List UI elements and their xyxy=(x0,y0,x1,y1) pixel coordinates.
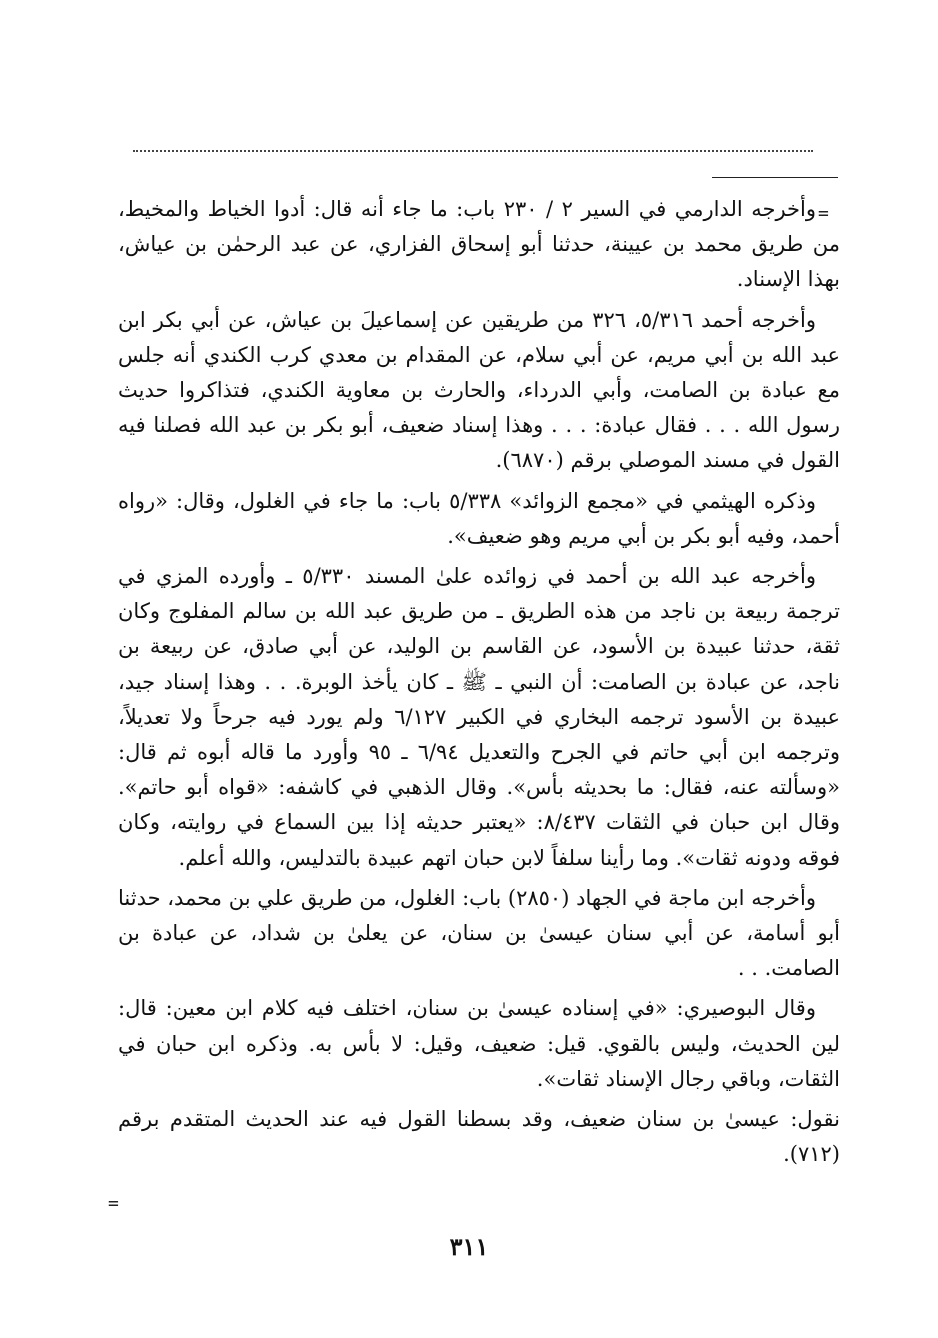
footnote-paragraph: وذكره الهيثمي في «مجمع الزوائد» ٥/٣٣٨ باب: ما جاء في الغلول، وقال: «رواه أحمد، وفيه أبو بكر بن أبي مريم وهو ضعيف». xyxy=(118,488,840,548)
continuation-mark-bottom: = xyxy=(108,1193,119,1214)
footnote-paragraph: وأخرجه عبد الله بن أحمد في زوائده علىٰ المسند ٥/٣٣٠ ـ وأورده المزي في ترجمة ربيعة بن ناجد من هذه الطريق ـ من طريق عبد الله بن سالم المفلوج وكان ثقة، حدثنا عبيدة بن الأسود، عن القاسم بن الوليد، عن أبي صادق، عن ربيعة بن ناجد، عن عبادة بن الصامت: أن النبي ـ ﷺ ـ كان يأخذ الوبرة. . . وهذا إسناد جيد، عبيدة بن الأسود ترجمه البخاري في الكبير ٦/١٢٧ ولم يورد فيه جرحاً ولا تعديلاً، وترجمه ابن أبي حاتم في الجرح والتعديل ٦/٩٤ ـ ٩٥ وأورد ما قاله أبوه ثم قال: «وسألته عنه، فقال: ما بحديثه بأس». وقال الذهبي في كاشفه: «قواه أبو حاتم». وقال ابن حبان في الثقات ٨/٤٣٧: «يعتبر حديثه إذا بين السماع في روايته، وكان فوقه ودونه ثقات». وما رأينا سلفاً لابن حبان اتهم عبيدة بالتدليس، والله أعلم. xyxy=(118,564,840,870)
continuation-mark-top: = xyxy=(818,203,829,224)
footnote-body xyxy=(118,192,840,1172)
footnote-paragraph: وأخرجه ابن ماجة في الجهاد (٢٨٥٠) باب: الغلول، من طريق علي بن محمد، حدثنا أبو أسامة، عن أبي سنان عيسىٰ بن سنان، عن يعلىٰ بن شداد، عن عبادة بن الصامت. . . xyxy=(118,885,840,981)
footnote-paragraph: نقول: عيسىٰ بن سنان ضعيف، وقد بسطنا القول فيه عند الحديث المتقدم برقم (٧١٢). xyxy=(118,1107,840,1167)
dotted-separator xyxy=(133,150,813,152)
footnote-paragraph: وقال البوصيري: «في إسناده عيسىٰ بن سنان، اختلف فيه كلام ابن معين: قال: لين الحديث، وليس بالقوي. قيل: ضعيف، وقيل: لا بأس به. وذكره ابن حبان في الثقات، وباقي رجال الإسناد ثقات». xyxy=(118,996,840,1091)
footnote-rule xyxy=(712,177,838,178)
page-number: ٣١١ xyxy=(449,1232,489,1261)
footnote-paragraph: وأخرجه أحمد ٥/٣١٦، ٣٢٦ من طريقين عن إسماعيلَ بن عياش، عن أبي بكر ابن عبد الله بن أبي مريم، عن أبي سلام، عن المقدام بن معدي كرب الكندي أنه جلس مع عبادة بن الصامت، وأبي الدرداء، والحارث بن معاوية الكندي، فتذاكروا حديث رسول الله . . . فقال عبادة: . . . وهذا إسناد ضعيف، أبو بكر بن عبد الله فصلنا فيه القول في مسند الموصلي برقم (٦٨٧٠). xyxy=(118,307,840,473)
footnote-paragraph: وأخرجه الدارمي في السير ٢ / ٢٣٠ باب: ما جاء أنه قال: أدوا الخياط والمخيط، من طريق محمد بن عيينة، حدثنا أبو إسحاق الفزاري، عن عبد الرحمٰن بن عياش، بهذا الإسناد. xyxy=(118,197,840,292)
